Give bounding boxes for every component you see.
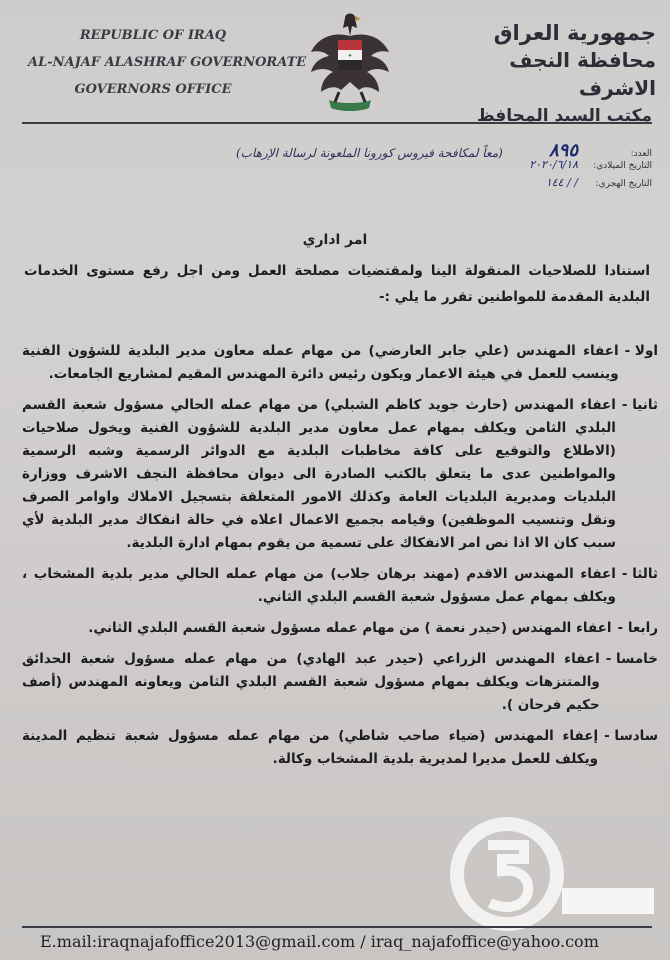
order-item [22, 648, 658, 717]
ar-header-line-2: محافظة النجف الاشرف [509, 48, 656, 100]
order-items [22, 340, 658, 779]
reference-date-label: التاريخ الميلادي: [593, 161, 652, 171]
order-item-text: اعفاء المهندس (حارث جويد كاظم الشبلي) من مهام عمله الحالي مسؤول شعبة القسم البلدي الثامن ويكلف بمهام عمل معاون مدير البلدية للشؤون الفنية ويخول صلاحيات (الاطلاع والتوقيع على كافة مخاطبات البلدية مع الدوائر الرسمية وشبه الرسمية والمواطنين عدى ما يتعلق بالكتب الصادرة الى ديوان محافظة النجف الاشرف ووزارة البلديات ومديرية البلديات العامة وكذلك الامور المتعلقة بتسجيل الاملاك واوامر الصرف ونقل وتنسيب الموظفين) وقيامه بجميع الاعمال اعلاه في حالة انفكاك مدير البلدية لأي سبب كان الا اذا نص امر الانفكاك على تسمية من يقوم بمهام ادارة البلدية. [22, 397, 616, 551]
reference-number-row [492, 140, 652, 161]
svg-text:✦: ✦ [347, 52, 353, 60]
watermark-band [562, 888, 654, 914]
reference-date-row [492, 158, 652, 176]
reference-number: ٨٩٥ [548, 140, 578, 161]
reference-hijri-row [492, 176, 652, 194]
arabic-letterhead [426, 20, 656, 130]
reference-hijri-label: التاريخ الهجري: [595, 179, 652, 189]
order-item-label: سادسا - [604, 728, 658, 744]
order-item-label: ثالثا - [621, 566, 658, 582]
order-item [22, 725, 658, 771]
reference-hijri-date: / / ١٤٤ [545, 176, 578, 189]
order-item [22, 617, 658, 640]
header-divider [22, 122, 652, 124]
document-title: امر اداري [302, 232, 368, 248]
order-item-text: اعفاء المهندس الزراعي (حيدر عبد الهادي) من مهام عمله مسؤول شعبة الحدائق والمتنزهات ويكلف بمهام مسؤول شعبة القسم البلدي الثامن ويعاونه المهندس (أصف حكيم فرحان ). [22, 651, 600, 713]
order-item-label: ثانيا - [621, 397, 658, 413]
en-header-line-2: AL-NAJAF ALASHRAF GOVERNORATE [28, 55, 307, 70]
order-item-text: اعفاء المهندس (حيدر نعمة ) من مهام عمله مسؤول شعبة القسم البلدي الثاني. [88, 620, 612, 636]
order-item [22, 563, 658, 609]
order-item-label: خامسا - [605, 651, 658, 667]
reference-number-label: العدد: [630, 149, 652, 159]
watermark-logo-icon [448, 815, 566, 933]
footer-email: E.mail:iraqnajafoffice2013@gmail.com / iraq_najafoffice@yahoo.com [40, 932, 599, 951]
footer-divider [22, 926, 652, 928]
iraq-eagle-emblem-icon [305, 6, 395, 118]
order-item-label: اولا - [624, 343, 658, 359]
order-item-text: إعفاء المهندس (ضياء صاحب شاطي) من مهام عمله مسؤول شعبة تنظيم المدينة ويكلف للعمل مديرا لمديرية بلدية المشخاب وكالة. [22, 728, 599, 767]
slogan-quote: (معاً لمكافحة فيروس كورونا الملعونة لرسالة الإرهاب) [236, 146, 503, 160]
en-header-line-3: GOVERNORS OFFICE [74, 82, 232, 97]
order-item-text: اعفاء المهندس (علي جابر العارضي) من مهام عمله معاون مدير البلدية للشؤون الفنية وينسب للعمل في هيئة الاعمار ويكون رئيس دائرة المهندس المقيم لمشاريع الجامعات. [22, 343, 619, 382]
order-item-text: اعفاء المهندس الاقدم (مهند برهان جلاب) من مهام عمله الحالي مدير بلدية المشخاب ، ويكلف بمهام عمل مسؤول شعبة القسم البلدي الثاني. [22, 566, 616, 605]
order-item [22, 394, 658, 555]
reference-date: ٢٠٢٠/٦/١٨ [529, 158, 578, 171]
order-item [22, 340, 658, 386]
order-item-label: رابعا - [617, 620, 658, 636]
ar-header-line-3: مكتب السيد المحافظ [476, 106, 652, 126]
ar-header-line-1: جمهورية العراق [493, 21, 656, 45]
reference-block [492, 140, 652, 194]
english-letterhead [28, 22, 307, 103]
en-header-line-1: REPUBLIC OF IRAQ [79, 28, 227, 43]
document-intro: استنادا للصلاحيات المنقولة الينا ولمقتضيات مصلحة العمل ومن اجل رفع مستوى الخدمات البلدية المقدمة للمواطنين تقرر ما يلي :- [24, 263, 650, 305]
